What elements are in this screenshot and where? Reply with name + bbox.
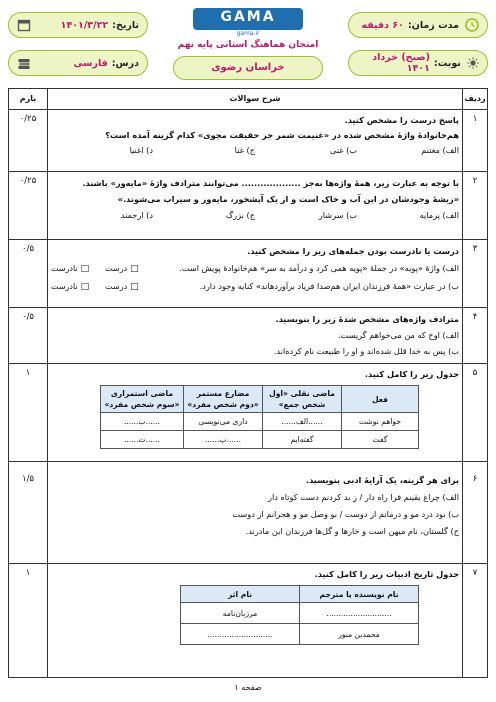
question-text: هم‌خانوادۀ واژۀ مشخص شده در «غنیمت شمر جز حقیقت مجوی» کدام گزینه آمده است؟ — [105, 130, 459, 140]
date-pill — [8, 12, 148, 38]
date-label: تاریخ: — [112, 19, 139, 31]
question-score: ۱ — [25, 568, 31, 578]
literature-table — [180, 585, 419, 645]
clock-icon — [465, 18, 479, 32]
region-pill: خراسان رضوی — [173, 56, 323, 80]
options-row — [51, 143, 459, 158]
question-score: ۰/۲۵ — [19, 114, 37, 124]
true-false-choices — [51, 278, 139, 296]
question-title: درست یا نادرست بودن جمله‌های زیر را مشخص کنید. — [247, 246, 459, 256]
question-score: ۰/۵ — [22, 312, 34, 322]
grammar-cell: خواهم نوشت — [342, 413, 419, 431]
grammar-cell[interactable]: ......ت...... — [101, 431, 184, 449]
question-text: «ریشۀ وجودشان در این آب و خاک است و از یک آبشخور، مایه‌ور و سیراب می‌شوند.» — [117, 194, 459, 204]
question-title: جدول تاریخ ادبیات زیر را کامل کنید. — [314, 569, 459, 579]
option: الف) مغتنم — [421, 145, 459, 155]
table-row — [181, 603, 419, 624]
option: الف) پرمایه — [419, 210, 459, 220]
question-body — [51, 311, 459, 359]
calendar-icon — [17, 18, 31, 32]
col-score-header: بارم — [19, 94, 37, 103]
true-false-choices — [51, 260, 139, 278]
question-row — [9, 240, 487, 308]
sun-icon — [467, 56, 479, 70]
table-row — [101, 431, 419, 449]
true-checkbox[interactable]: □ درست — [105, 278, 139, 296]
item: ب) پس به خدا قلل شده‌اند و او را طبیعت نام کرده‌اند. — [273, 346, 459, 356]
grammar-cell: گفت — [342, 431, 419, 449]
question-body — [51, 243, 459, 296]
shift-value: (صبح) خرداد ۱۴۰۱ — [372, 52, 430, 74]
exam-title: امتحان هماهنگ استانی پایه نهم — [177, 40, 319, 50]
option: د) ارجمند — [120, 210, 153, 220]
grammar-cell[interactable]: ......الف...... — [263, 413, 342, 431]
true-checkbox[interactable]: □ درست — [105, 260, 139, 278]
options-row — [51, 207, 459, 223]
question-title: مترادف واژه‌های مشخص شدۀ زیر را بنویسید. — [275, 314, 459, 324]
table-row — [181, 624, 419, 645]
question-row — [9, 364, 487, 462]
exam-header — [8, 6, 488, 84]
grammar-cell: گفته‌ایم — [263, 431, 342, 449]
question-row — [9, 462, 487, 564]
question-row — [9, 172, 487, 240]
question-score: ۱/۵ — [22, 474, 34, 484]
date-value: ۱۴۰۱/۳/۲۲ — [60, 19, 109, 31]
option: ب) غنی — [329, 145, 357, 155]
question-row — [9, 564, 487, 677]
grammar-head-cell: فعل — [342, 386, 419, 413]
question-number: ۵ — [472, 368, 478, 378]
grammar-head-cell: ماضی نقلی «اول شخص جمع» — [263, 386, 342, 413]
question-body — [51, 567, 459, 645]
col-num-header: ردیف — [464, 94, 486, 103]
subject-label: درس: — [111, 57, 139, 69]
subject-value: فارسی — [73, 57, 108, 69]
duration-pill — [348, 12, 488, 38]
option: د) اغنیا — [129, 145, 153, 155]
false-checkbox[interactable]: □ نادرست — [51, 260, 89, 278]
item: الف) چراغ یقینم فرا راه دار / ز بد کردنم دست کوتاه دار — [267, 492, 459, 502]
question-number: ۷ — [472, 568, 478, 578]
grammar-cell[interactable]: ......ب...... — [101, 413, 184, 431]
subject-pill — [8, 50, 148, 76]
col-question-header: شرح سوالات — [229, 94, 281, 103]
question-number: ۱ — [472, 114, 478, 124]
questions-table — [8, 88, 488, 678]
grammar-head-cell: ماضی استمراری «سوم شخص مفرد» — [101, 386, 184, 413]
question-title: جدول زیر را کامل کنید. — [364, 369, 459, 379]
question-row — [9, 308, 487, 364]
literature-table-header — [181, 586, 419, 603]
question-title: پاسخ درست را مشخص کنید. — [344, 115, 459, 125]
item: الف) اوخ که من می‌خواهم گریست. — [337, 330, 459, 340]
literature-cell[interactable]: ........................... — [181, 624, 300, 645]
shift-label: نوبت: — [433, 57, 461, 69]
true-false-item — [51, 278, 459, 296]
table-header — [9, 89, 487, 110]
books-icon — [17, 56, 31, 70]
grammar-table-header — [101, 386, 419, 413]
question-score: ۱ — [25, 368, 31, 378]
question-number: ۶ — [472, 474, 478, 484]
grammar-cell: داری می‌نویسی — [184, 413, 263, 431]
question-score: ۰/۲۵ — [19, 176, 37, 186]
question-score: ۰/۵ — [22, 244, 34, 254]
duration-label: مدت زمان: — [407, 19, 459, 31]
literature-cell: مرزبان‌نامه — [181, 603, 300, 624]
option: ج) غنا — [234, 145, 255, 155]
literature-head-cell: نام نویسنده یا مترجم — [300, 586, 419, 603]
question-body — [51, 472, 459, 540]
shift-pill — [348, 50, 488, 76]
question-title: با توجه به عبارت زیر، همۀ واژه‌ها به‌جز ................... می‌توانند مترادف واژۀ «مایه‌ور» باشند. — [82, 178, 459, 188]
question-body — [51, 367, 459, 449]
true-false-item — [51, 260, 459, 278]
page-number: صفحه ۱ — [234, 683, 262, 692]
statement: ب) در عبارت «همۀ فرزندان ایران هم‌صدا فریاد برآوردهاند» کنایه وجود دارد. — [199, 281, 459, 291]
item: ج) گلستان، نام میهن است و خارها و گل‌ها فرزندان این مادرند. — [245, 526, 459, 536]
question-row — [9, 110, 487, 172]
question-number: ۲ — [472, 176, 478, 186]
option: ب) سرشار — [318, 210, 357, 220]
question-title: برای هر گزینه، یک آرایۀ ادبی بنویسید. — [305, 475, 459, 485]
option: ج) بزرگ — [225, 210, 255, 220]
grammar-table — [100, 385, 419, 449]
question-number: ۳ — [472, 244, 478, 254]
literature-cell[interactable]: ........................... — [300, 603, 419, 624]
duration-value: ۶۰ دقیقه — [361, 19, 404, 31]
statement: الف) واژۀ «پویه» در جملۀ «پویه همی کرد و درآمد به سر» هم‌خانوادۀ پویش است. — [179, 263, 459, 273]
literature-head-cell: نام اثر — [181, 586, 300, 603]
false-checkbox[interactable]: □ نادرست — [51, 278, 89, 296]
gama-logo: GAMA — [193, 8, 303, 30]
gama-logo-sub: gama.ir — [236, 30, 260, 37]
grammar-head-cell: مضارع مستمر «دوم شخص مفرد» — [184, 386, 263, 413]
literature-cell: محمدبن منور — [300, 624, 419, 645]
exam-title-block — [158, 6, 338, 84]
question-number: ۴ — [472, 312, 478, 322]
grammar-cell[interactable]: ......پ...... — [184, 431, 263, 449]
question-body — [51, 175, 459, 223]
table-row — [101, 413, 419, 431]
item: ب) بود درد مو و درمانم از دوست / بو وصل مو و هجرانم از دوست — [232, 509, 459, 519]
question-body — [51, 113, 459, 158]
